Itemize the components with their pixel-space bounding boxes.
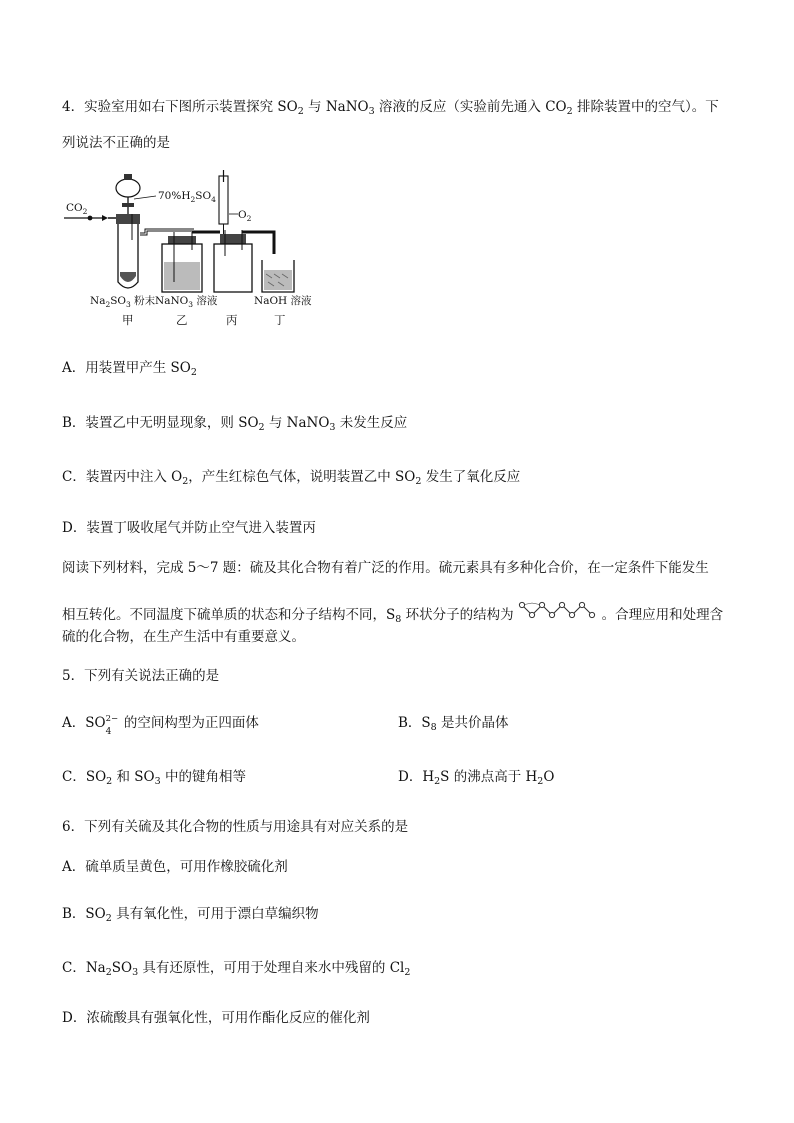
q4-option-b: B．装置乙中无明显现象，则 $SO_2$ 与 NaNO$_3$ 未发生反应 [62,415,408,433]
q6-option-d: D．浓硫酸具有强氧化性，可用作酯化反应的催化剂 [62,1010,370,1026]
q5-option-c: C．$SO_2$ 和 $SO_3$ 中的键角相等 [62,769,246,787]
o2-label: $O_2$ [238,209,252,223]
q6-option-b: B．$SO_2$ 具有氧化性，可用于漂白草编织物 [62,906,319,924]
q4-stem-line1: 4．实验室用如右下图所示装置探究 $SO_2$ 与 NaNO$_3$ 溶液的反应（实验前先通入 $CO_2$ 排除装置中的空气）。下 [62,99,719,117]
label-bing: 丙 [226,313,238,327]
label-ding: 丁 [274,313,286,327]
q6-option-c: C．$Na_2SO_3$ 具有还原性，可用于处理自来水中残留的 $Cl_2$ [62,960,411,978]
reading-line1: 阅读下列材料，完成 5～7 题：硫及其化合物有着广泛的作用。硫元素具有多种化合价，在一定条件下能发生 [62,560,709,576]
q4-option-d: D．装置丁吸收尾气并防止空气进入装置丙 [62,520,316,536]
q5-stem: 5．下列有关说法正确的是 [62,668,220,684]
q6-stem: 6．下列有关硫及其化合物的性质与用途具有对应关系的是 [62,819,409,835]
label-jia-reagent: $Na_2SO_3$ 粉末 [90,295,156,309]
bottle-bing [214,244,252,292]
experiment-apparatus-diagram [60,170,320,330]
separatory-funnel [116,179,140,197]
q4-stem-line2: 列说法不正确的是 [62,135,170,151]
label-jia: 甲 [122,313,134,327]
q4-option-c: C．装置丙中注入 $O_2$，产生红棕色气体，说明装置乙中 $SO_2$ 发生了氧化反应 [62,469,521,487]
reading-line2: 相互转化。不同温度下硫单质的状态和分子结构不同，$S_8$ 环状分子的结构为 。合理应用和处理含 [62,599,723,630]
q4-option-a: A．用装置甲产生 $SO_2$ [62,360,197,378]
label-ding-reagent: NaOH 溶液 [254,295,312,307]
co2-label: $CO_2$ [66,202,88,216]
q6-option-a: A．硫单质呈黄色，可用作橡胶硫化剂 [62,859,288,875]
acid-label: $70\%H_2SO_4$ [158,190,216,204]
q5-option-d: D．$H_2S$ 的沸点高于 $H_2O$ [398,769,555,787]
q5-option-b: B．$S_8$ 是共价晶体 [398,715,509,733]
s8-ring-structure-image [518,599,598,621]
label-yi: 乙 [176,313,188,327]
reading-line3: 硫的化合物，在生产生活中有重要意义。 [62,629,305,645]
q5-option-a: A．SO 4 2− 的空间构型为正四面体 [62,714,259,737]
syringe [219,176,228,224]
label-yi-reagent: NaNO$_3$ 溶液 [155,295,218,309]
stopper-jia [116,214,140,224]
